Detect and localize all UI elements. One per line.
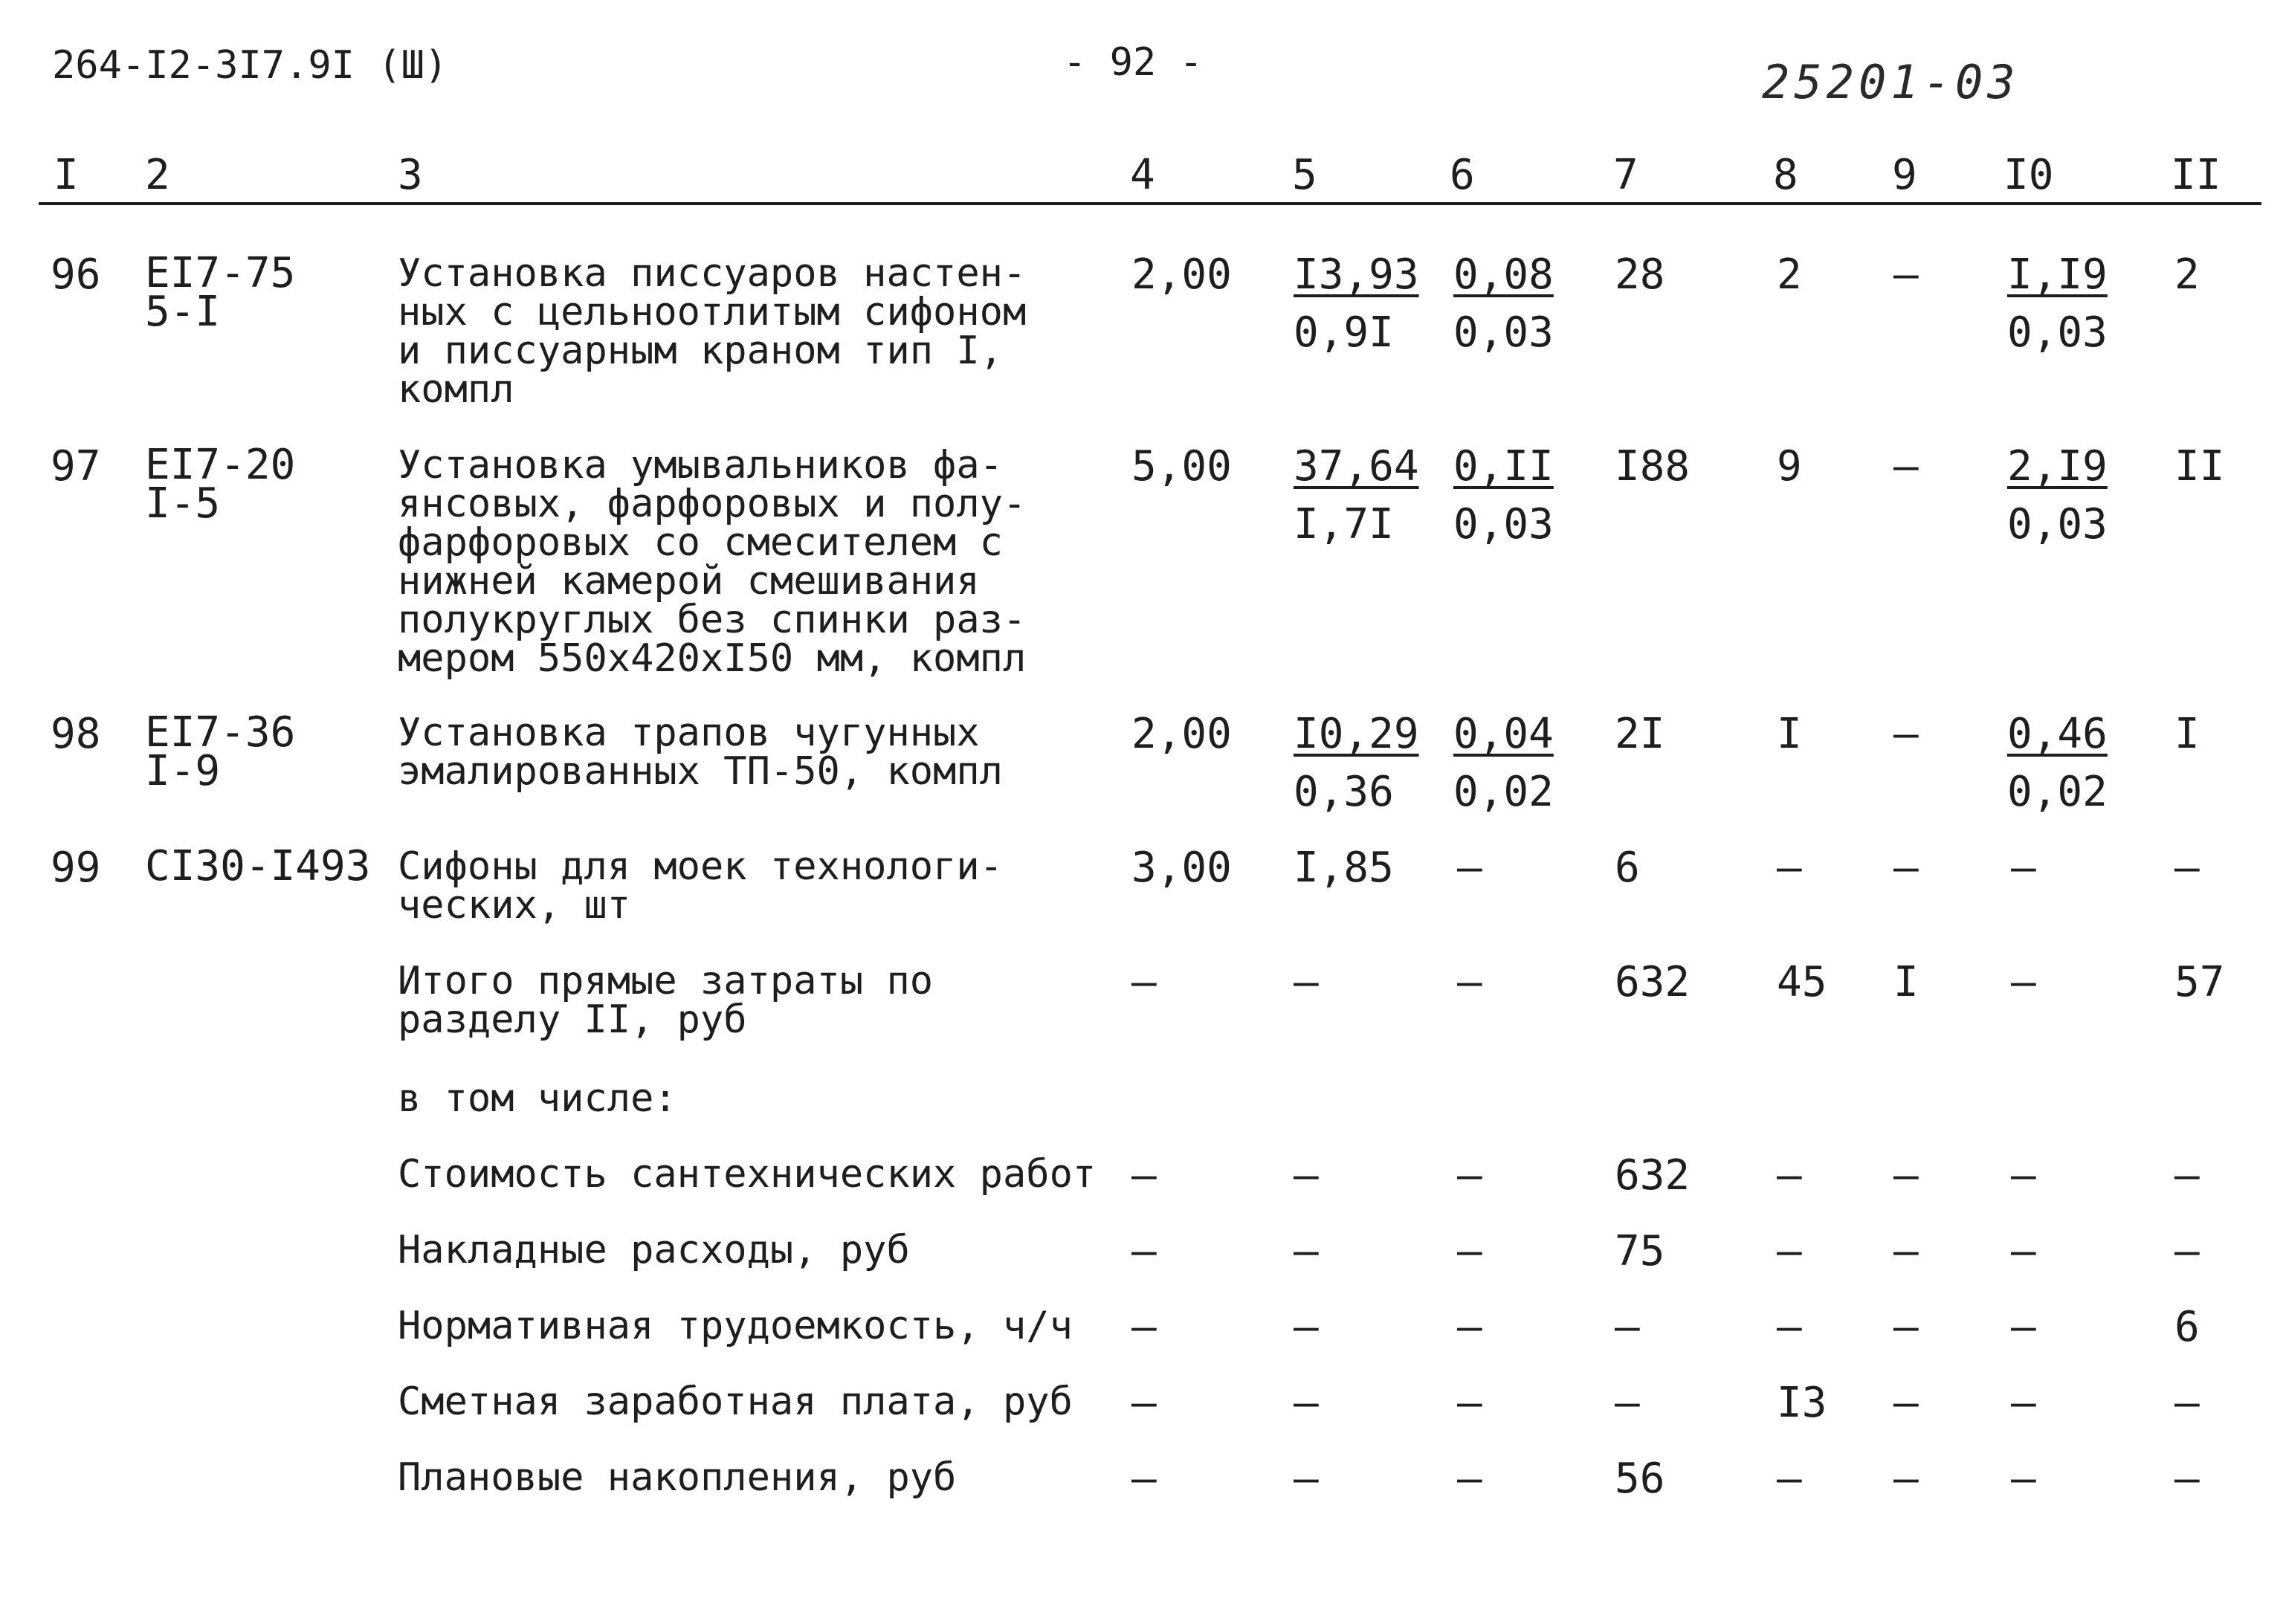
total-cost: 2I [1615,710,1665,758]
column-number: 4 [1130,151,1155,199]
quantity: – [1131,1455,1157,1503]
labor-total: I [2174,710,2200,758]
column-number: I0 [2003,151,2054,199]
machine-total: – [1893,250,1919,299]
labor-fraction [2007,442,2108,549]
work-description: Установка писсуаров настен- ных с цельноотлитым сифоном и писсуарным краном тип I, компл [398,251,1027,412]
unit-wage: I,7I [1294,500,1394,549]
machine-cost: – [1457,1151,1482,1200]
row-number: 98 [51,710,101,758]
document-code: 264-I2-3I7.9I (Ш) [52,43,448,88]
machine-total: I [1893,958,1919,1006]
quantity: – [1131,1151,1157,1200]
labor-total: – [2174,1379,2200,1427]
norm-code: CI30-I493 [145,842,371,890]
wage-total: – [1777,1455,1802,1503]
unit-cost-fraction [1294,442,1419,549]
machine-cost-fraction [1453,250,1554,357]
machine-cost: – [1457,1379,1482,1427]
machine-cost: 0,04 [1453,710,1554,758]
column-number: 8 [1773,151,1798,199]
machine-cost-fraction [1453,710,1554,816]
norm-code: EI7-20 I-5 [145,441,296,528]
summary-label: Итого прямые затраты по разделу II, руб [398,959,934,1042]
quantity: 2,00 [1131,250,1232,299]
wage-total: 45 [1777,958,1827,1006]
labor-per-unit: – [2011,1151,2036,1200]
total-cost: 75 [1615,1227,1665,1275]
labor-fraction [2007,710,2108,816]
norm-code: EI7-75 5-I [145,249,296,336]
machine-labor-per-unit: 0,03 [2007,500,2108,549]
quantity: – [1131,1227,1157,1275]
work-description: Установка умывальников фа- янсовых, фарфоровых и полу- фарфоровых со смесителем с нижней камерой смешивания полукруглых без спинки раз- мером 550x420xI50 мм, компл [398,443,1027,681]
machine-cost: – [1457,1303,1482,1351]
labor-per-unit: – [2011,1227,2036,1275]
column-number: 6 [1450,151,1475,199]
labor-total: – [2174,1227,2200,1275]
quantity: – [1131,1379,1157,1427]
machine-cost: 0,II [1453,442,1554,491]
machine-total: – [1893,442,1919,491]
machine-total: – [1893,1379,1919,1427]
quantity: 2,00 [1131,710,1232,758]
machine-cost: – [1457,844,1482,892]
wage-total: – [1777,1151,1802,1200]
machine-labor-per-unit: 0,02 [2007,768,2108,816]
wage-total: – [1777,1227,1802,1275]
total-cost: – [1615,1379,1640,1427]
unit-cost: – [1294,1227,1319,1275]
machine-wage: 0,03 [1453,500,1554,549]
unit-cost: I,85 [1294,844,1394,892]
labor-per-unit: – [2011,958,2036,1006]
machine-wage: 0,03 [1453,308,1554,357]
machine-total: – [1893,1303,1919,1351]
labor-per-unit: 0,46 [2007,710,2108,758]
labor-per-unit: I,I9 [2007,250,2108,299]
summary-label: Стоимость сантехнических работ [398,1152,1097,1197]
machine-labor-per-unit: 0,03 [2007,308,2108,357]
machine-cost: – [1457,1455,1482,1503]
labor-per-unit: – [2011,1379,2036,1427]
wage-total: 9 [1777,442,1802,491]
unit-cost: – [1294,1151,1319,1200]
column-number: 3 [398,151,423,199]
machine-total: – [1893,844,1919,892]
total-cost: 28 [1615,250,1665,299]
labor-per-unit: – [2011,1455,2036,1503]
column-number: 2 [145,151,170,199]
header-divider [39,202,2261,205]
summary-label: Нормативная трудоемкость, ч/ч [398,1304,1073,1348]
column-number: II [2171,151,2221,199]
row-number: 96 [51,250,101,299]
row-number: 97 [51,442,101,491]
machine-wage: 0,02 [1453,768,1554,816]
labor-total: 57 [2174,958,2225,1006]
quantity: – [1131,958,1157,1006]
labor-per-unit: 2,I9 [2007,442,2108,491]
page-number: - 92 - [1063,40,1203,85]
unit-cost-fraction [1294,250,1419,357]
machine-cost-fraction [1453,442,1554,549]
labor-per-unit: – [2011,844,2036,892]
labor-total: 6 [2174,1303,2200,1351]
wage-total: – [1777,844,1802,892]
column-number: 5 [1292,151,1317,199]
archive-stamp: 25201-03 [1762,55,2020,109]
unit-cost: – [1294,1379,1319,1427]
machine-total: – [1893,1455,1919,1503]
machine-cost: – [1457,958,1482,1006]
unit-cost-fraction [1294,710,1419,816]
unit-wage: 0,36 [1294,768,1394,816]
labor-total: II [2174,442,2225,491]
total-cost: 632 [1615,958,1691,1006]
labor-total: 2 [2174,250,2200,299]
column-number: I [54,151,79,199]
wage-total: 2 [1777,250,1802,299]
unit-cost: – [1294,1455,1319,1503]
machine-total: – [1893,710,1919,758]
summary-label: Сметная заработная плата, руб [398,1379,1073,1424]
labor-fraction [2007,250,2108,357]
quantity: – [1131,1303,1157,1351]
labor-total: – [2174,844,2200,892]
unit-wage: 0,9I [1294,308,1394,357]
total-cost: I88 [1615,442,1691,491]
machine-cost: – [1457,1227,1482,1275]
wage-total: – [1777,1303,1802,1351]
quantity: 5,00 [1131,442,1232,491]
work-description: Установка трапов чугунных эмалированных ТП-50, компл [398,711,1003,794]
unit-cost: I3,93 [1294,250,1419,299]
unit-cost: 37,64 [1294,442,1419,491]
row-number: 99 [51,844,101,892]
machine-cost: 0,08 [1453,250,1554,299]
total-cost: – [1615,1303,1640,1351]
wage-total: I3 [1777,1379,1827,1427]
wage-total: I [1777,710,1802,758]
summary-label: Плановые накопления, руб [398,1455,957,1500]
unit-cost: I0,29 [1294,710,1419,758]
unit-cost: – [1294,958,1319,1006]
quantity: 3,00 [1131,844,1232,892]
labor-total: – [2174,1151,2200,1200]
norm-code: EI7-36 I-9 [145,708,296,795]
labor-per-unit: – [2011,1303,2036,1351]
machine-total: – [1893,1227,1919,1275]
work-description: Сифоны для моек технологи- ческих, шт [398,844,1003,928]
total-cost: 6 [1615,844,1640,892]
column-number: 9 [1892,151,1917,199]
summary-subheading: в том числе: [398,1076,677,1121]
labor-total: – [2174,1455,2200,1503]
total-cost: 632 [1615,1151,1691,1200]
summary-label: Накладные расходы, руб [398,1228,910,1272]
unit-cost: – [1294,1303,1319,1351]
total-cost: 56 [1615,1455,1665,1503]
column-number: 7 [1613,151,1638,199]
machine-total: – [1893,1151,1919,1200]
